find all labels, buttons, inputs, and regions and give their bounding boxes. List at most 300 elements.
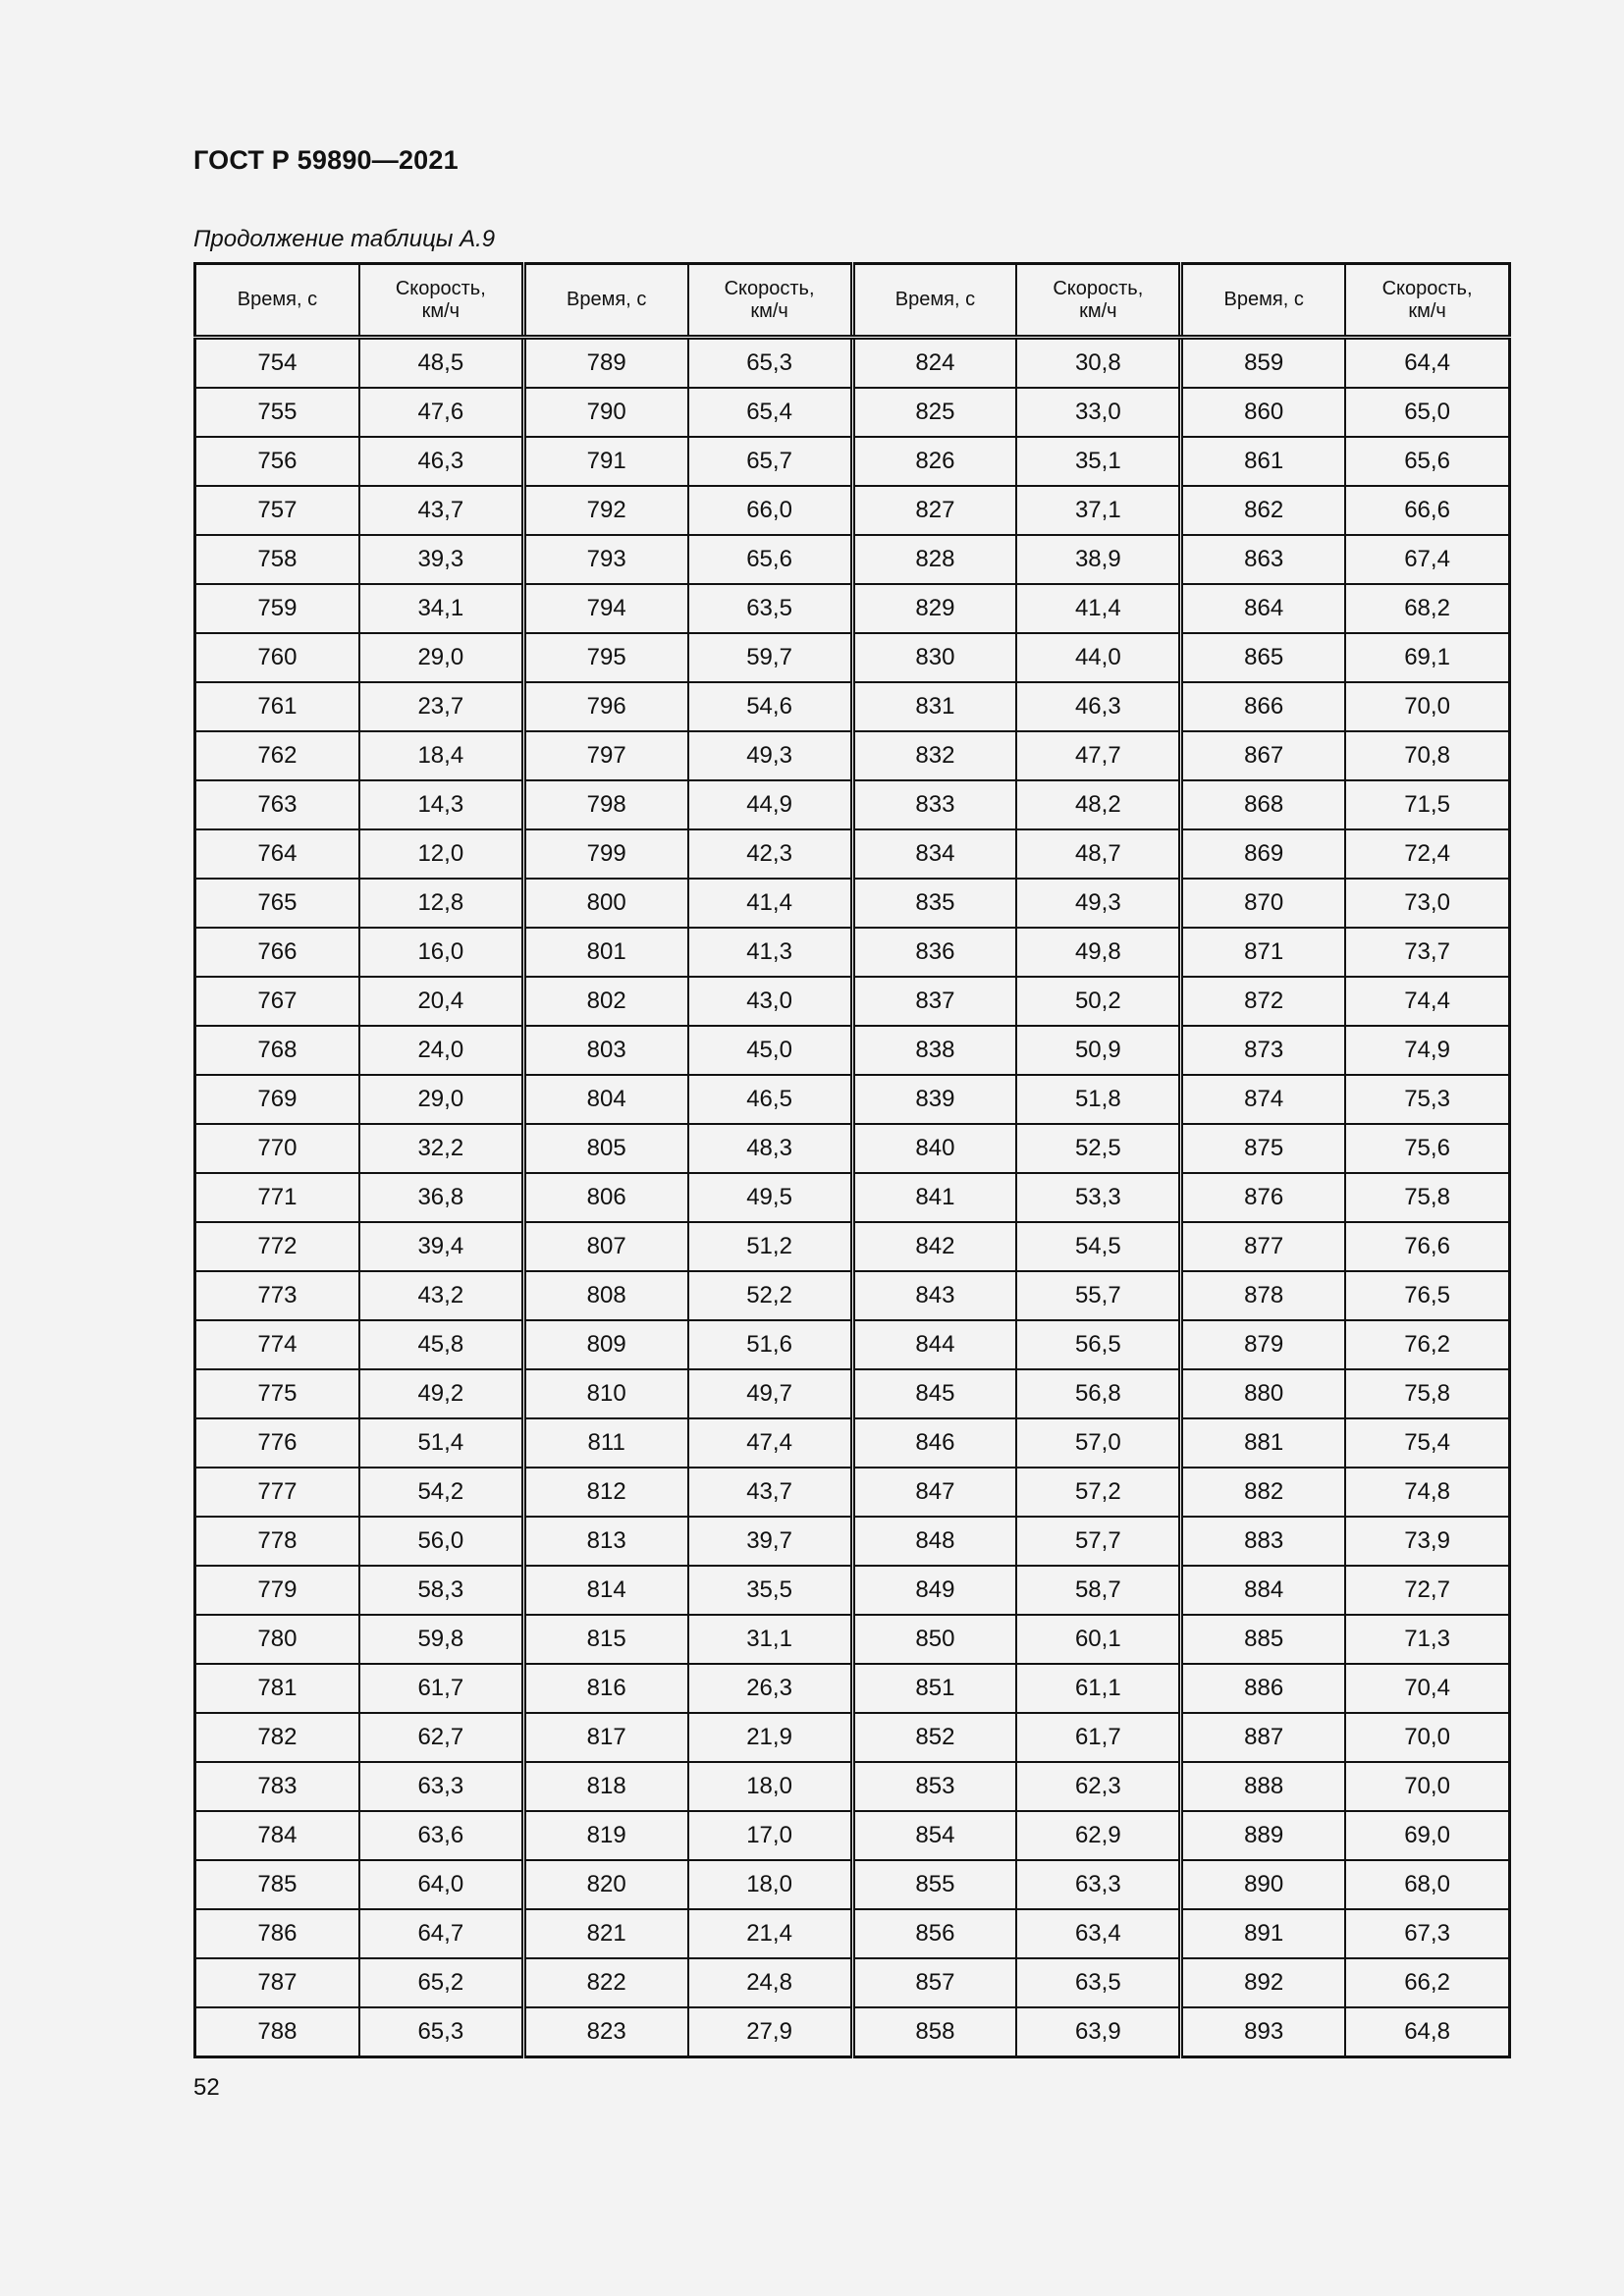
time-cell: 831 (852, 682, 1016, 731)
time-cell: 803 (523, 1026, 687, 1075)
speed-cell: 18,4 (359, 731, 523, 780)
speed-cell: 33,0 (1016, 388, 1180, 437)
time-cell: 811 (523, 1418, 687, 1468)
time-cell: 871 (1181, 928, 1345, 977)
speed-cell: 45,0 (688, 1026, 852, 1075)
time-cell: 778 (195, 1517, 359, 1566)
time-cell: 823 (523, 2007, 687, 2057)
speed-cell: 61,7 (1016, 1713, 1180, 1762)
speed-cell: 45,8 (359, 1320, 523, 1369)
speed-cell: 35,5 (688, 1566, 852, 1615)
table-row (195, 829, 1510, 879)
speed-cell: 63,5 (1016, 1958, 1180, 2007)
speed-cell: 56,5 (1016, 1320, 1180, 1369)
speed-cell: 58,7 (1016, 1566, 1180, 1615)
time-cell: 846 (852, 1418, 1016, 1468)
time-cell: 756 (195, 437, 359, 486)
time-cell: 842 (852, 1222, 1016, 1271)
table-row (195, 780, 1510, 829)
speed-cell: 39,7 (688, 1517, 852, 1566)
time-cell: 856 (852, 1909, 1016, 1958)
speed-cell: 48,5 (359, 338, 523, 389)
time-cell: 884 (1181, 1566, 1345, 1615)
column-header-speed: Скорость, км/ч (359, 264, 523, 338)
table-row (195, 1517, 1510, 1566)
speed-cell: 70,4 (1345, 1664, 1509, 1713)
table-row (195, 1369, 1510, 1418)
time-cell: 761 (195, 682, 359, 731)
speed-cell: 72,4 (1345, 829, 1509, 879)
table-row (195, 1615, 1510, 1664)
speed-cell: 43,7 (688, 1468, 852, 1517)
time-cell: 782 (195, 1713, 359, 1762)
time-cell: 832 (852, 731, 1016, 780)
speed-cell: 35,1 (1016, 437, 1180, 486)
speed-cell: 32,2 (359, 1124, 523, 1173)
time-cell: 836 (852, 928, 1016, 977)
speed-cell: 38,9 (1016, 535, 1180, 584)
table-row (195, 1811, 1510, 1860)
speed-cell: 75,8 (1345, 1369, 1509, 1418)
table-row (195, 1664, 1510, 1713)
table-row (195, 879, 1510, 928)
speed-cell: 64,4 (1345, 338, 1509, 389)
time-cell: 819 (523, 1811, 687, 1860)
speed-cell: 36,8 (359, 1173, 523, 1222)
time-cell: 784 (195, 1811, 359, 1860)
time-cell: 807 (523, 1222, 687, 1271)
speed-cell: 76,6 (1345, 1222, 1509, 1271)
table-row (195, 1173, 1510, 1222)
time-cell: 839 (852, 1075, 1016, 1124)
speed-cell: 71,5 (1345, 780, 1509, 829)
speed-cell: 12,8 (359, 879, 523, 928)
speed-cell: 70,0 (1345, 1762, 1509, 1811)
page-number: 52 (193, 2074, 220, 2101)
time-cell: 824 (852, 338, 1016, 389)
time-cell: 867 (1181, 731, 1345, 780)
time-cell: 833 (852, 780, 1016, 829)
table-header-row (195, 264, 1510, 338)
speed-cell: 29,0 (359, 633, 523, 682)
time-cell: 889 (1181, 1811, 1345, 1860)
speed-cell: 49,5 (688, 1173, 852, 1222)
time-cell: 883 (1181, 1517, 1345, 1566)
time-cell: 800 (523, 879, 687, 928)
speed-cell: 46,3 (1016, 682, 1180, 731)
time-cell: 890 (1181, 1860, 1345, 1909)
speed-cell: 57,7 (1016, 1517, 1180, 1566)
speed-cell: 47,4 (688, 1418, 852, 1468)
speed-cell: 41,4 (1016, 584, 1180, 633)
speed-cell: 63,3 (1016, 1860, 1180, 1909)
table-row (195, 1026, 1510, 1075)
time-cell: 841 (852, 1173, 1016, 1222)
time-cell: 764 (195, 829, 359, 879)
speed-cell: 53,3 (1016, 1173, 1180, 1222)
time-cell: 865 (1181, 633, 1345, 682)
time-cell: 875 (1181, 1124, 1345, 1173)
speed-cell: 44,9 (688, 780, 852, 829)
speed-cell: 68,2 (1345, 584, 1509, 633)
speed-cell: 76,2 (1345, 1320, 1509, 1369)
speed-cell: 21,4 (688, 1909, 852, 1958)
speed-cell: 50,2 (1016, 977, 1180, 1026)
time-cell: 847 (852, 1468, 1016, 1517)
speed-cell: 41,4 (688, 879, 852, 928)
table-row (195, 1713, 1510, 1762)
time-cell: 864 (1181, 584, 1345, 633)
time-cell: 777 (195, 1468, 359, 1517)
time-cell: 850 (852, 1615, 1016, 1664)
time-cell: 793 (523, 535, 687, 584)
time-cell: 848 (852, 1517, 1016, 1566)
table-row (195, 2007, 1510, 2057)
speed-cell: 64,7 (359, 1909, 523, 1958)
speed-cell: 65,4 (688, 388, 852, 437)
speed-cell: 44,0 (1016, 633, 1180, 682)
speed-cell: 69,0 (1345, 1811, 1509, 1860)
speed-cell: 66,6 (1345, 486, 1509, 535)
table-row (195, 1124, 1510, 1173)
time-cell: 887 (1181, 1713, 1345, 1762)
time-cell: 771 (195, 1173, 359, 1222)
speed-cell: 70,0 (1345, 1713, 1509, 1762)
time-cell: 791 (523, 437, 687, 486)
speed-cell: 18,0 (688, 1860, 852, 1909)
table-row (195, 731, 1510, 780)
time-cell: 760 (195, 633, 359, 682)
time-cell: 827 (852, 486, 1016, 535)
speed-cell: 59,8 (359, 1615, 523, 1664)
time-cell: 877 (1181, 1222, 1345, 1271)
speed-cell: 30,8 (1016, 338, 1180, 389)
time-cell: 795 (523, 633, 687, 682)
speed-cell: 24,8 (688, 1958, 852, 2007)
speed-cell: 66,2 (1345, 1958, 1509, 2007)
time-cell: 869 (1181, 829, 1345, 879)
time-cell: 808 (523, 1271, 687, 1320)
speed-cell: 52,5 (1016, 1124, 1180, 1173)
speed-cell: 70,8 (1345, 731, 1509, 780)
speed-cell: 43,7 (359, 486, 523, 535)
speed-cell: 14,3 (359, 780, 523, 829)
speed-cell: 54,5 (1016, 1222, 1180, 1271)
time-cell: 863 (1181, 535, 1345, 584)
speed-cell: 63,9 (1016, 2007, 1180, 2057)
time-cell: 762 (195, 731, 359, 780)
time-cell: 810 (523, 1369, 687, 1418)
table-caption: Продолжение таблицы А.9 (193, 226, 496, 252)
time-cell: 798 (523, 780, 687, 829)
speed-cell: 71,3 (1345, 1615, 1509, 1664)
speed-cell: 65,6 (1345, 437, 1509, 486)
time-cell: 802 (523, 977, 687, 1026)
time-cell: 870 (1181, 879, 1345, 928)
time-cell: 886 (1181, 1664, 1345, 1713)
speed-cell: 65,2 (359, 1958, 523, 2007)
speed-time-table (193, 262, 1511, 2058)
speed-cell: 47,7 (1016, 731, 1180, 780)
time-cell: 828 (852, 535, 1016, 584)
speed-cell: 54,2 (359, 1468, 523, 1517)
time-cell: 799 (523, 829, 687, 879)
speed-cell: 65,6 (688, 535, 852, 584)
speed-cell: 60,1 (1016, 1615, 1180, 1664)
time-cell: 888 (1181, 1762, 1345, 1811)
time-cell: 849 (852, 1566, 1016, 1615)
time-cell: 866 (1181, 682, 1345, 731)
time-cell: 817 (523, 1713, 687, 1762)
time-cell: 812 (523, 1468, 687, 1517)
speed-cell: 74,4 (1345, 977, 1509, 1026)
table-row (195, 1075, 1510, 1124)
speed-cell: 31,1 (688, 1615, 852, 1664)
time-cell: 763 (195, 780, 359, 829)
time-cell: 786 (195, 1909, 359, 1958)
speed-cell: 37,1 (1016, 486, 1180, 535)
speed-cell: 61,7 (359, 1664, 523, 1713)
speed-cell: 57,0 (1016, 1418, 1180, 1468)
time-cell: 804 (523, 1075, 687, 1124)
time-cell: 844 (852, 1320, 1016, 1369)
speed-cell: 74,8 (1345, 1468, 1509, 1517)
speed-cell: 64,0 (359, 1860, 523, 1909)
time-cell: 805 (523, 1124, 687, 1173)
speed-cell: 48,7 (1016, 829, 1180, 879)
speed-cell: 27,9 (688, 2007, 852, 2057)
time-cell: 859 (1181, 338, 1345, 389)
time-cell: 754 (195, 338, 359, 389)
speed-cell: 75,6 (1345, 1124, 1509, 1173)
table-row (195, 977, 1510, 1026)
time-cell: 755 (195, 388, 359, 437)
speed-cell: 70,0 (1345, 682, 1509, 731)
time-cell: 783 (195, 1762, 359, 1811)
time-cell: 837 (852, 977, 1016, 1026)
speed-cell: 58,3 (359, 1566, 523, 1615)
table-row (195, 1320, 1510, 1369)
speed-cell: 76,5 (1345, 1271, 1509, 1320)
time-cell: 830 (852, 633, 1016, 682)
speed-cell: 26,3 (688, 1664, 852, 1713)
speed-cell: 55,7 (1016, 1271, 1180, 1320)
time-cell: 868 (1181, 780, 1345, 829)
table-body (195, 338, 1510, 2057)
time-cell: 769 (195, 1075, 359, 1124)
speed-cell: 73,9 (1345, 1517, 1509, 1566)
time-cell: 790 (523, 388, 687, 437)
time-cell: 873 (1181, 1026, 1345, 1075)
speed-cell: 46,3 (359, 437, 523, 486)
speed-cell: 63,3 (359, 1762, 523, 1811)
column-header-speed: Скорость, км/ч (688, 264, 852, 338)
speed-cell: 23,7 (359, 682, 523, 731)
speed-cell: 41,3 (688, 928, 852, 977)
time-cell: 879 (1181, 1320, 1345, 1369)
time-cell: 821 (523, 1909, 687, 1958)
time-cell: 757 (195, 486, 359, 535)
time-cell: 872 (1181, 977, 1345, 1026)
time-cell: 880 (1181, 1369, 1345, 1418)
time-cell: 862 (1181, 486, 1345, 535)
time-cell: 774 (195, 1320, 359, 1369)
time-cell: 773 (195, 1271, 359, 1320)
column-header-speed: Скорость, км/ч (1345, 264, 1509, 338)
speed-cell: 47,6 (359, 388, 523, 437)
time-cell: 815 (523, 1615, 687, 1664)
speed-cell: 74,9 (1345, 1026, 1509, 1075)
time-cell: 779 (195, 1566, 359, 1615)
time-cell: 766 (195, 928, 359, 977)
speed-cell: 68,0 (1345, 1860, 1509, 1909)
time-cell: 834 (852, 829, 1016, 879)
column-header-time: Время, с (852, 264, 1016, 338)
column-header-time: Время, с (195, 264, 359, 338)
time-cell: 787 (195, 1958, 359, 2007)
speed-cell: 24,0 (359, 1026, 523, 1075)
time-cell: 816 (523, 1664, 687, 1713)
speed-cell: 57,2 (1016, 1468, 1180, 1517)
speed-cell: 52,2 (688, 1271, 852, 1320)
time-cell: 785 (195, 1860, 359, 1909)
speed-cell: 67,3 (1345, 1909, 1509, 1958)
speed-cell: 62,9 (1016, 1811, 1180, 1860)
time-cell: 893 (1181, 2007, 1345, 2057)
time-cell: 852 (852, 1713, 1016, 1762)
time-cell: 857 (852, 1958, 1016, 2007)
speed-cell: 18,0 (688, 1762, 852, 1811)
time-cell: 758 (195, 535, 359, 584)
time-cell: 882 (1181, 1468, 1345, 1517)
time-cell: 891 (1181, 1909, 1345, 1958)
time-cell: 855 (852, 1860, 1016, 1909)
speed-cell: 62,3 (1016, 1762, 1180, 1811)
time-cell: 892 (1181, 1958, 1345, 2007)
table-row (195, 1271, 1510, 1320)
table-row (195, 535, 1510, 584)
time-cell: 861 (1181, 437, 1345, 486)
time-cell: 781 (195, 1664, 359, 1713)
speed-cell: 43,0 (688, 977, 852, 1026)
speed-cell: 48,3 (688, 1124, 852, 1173)
speed-cell: 54,6 (688, 682, 852, 731)
speed-cell: 56,0 (359, 1517, 523, 1566)
speed-cell: 56,8 (1016, 1369, 1180, 1418)
table-row (195, 1762, 1510, 1811)
speed-cell: 49,7 (688, 1369, 852, 1418)
speed-cell: 17,0 (688, 1811, 852, 1860)
speed-cell: 65,0 (1345, 388, 1509, 437)
time-cell: 759 (195, 584, 359, 633)
time-cell: 775 (195, 1369, 359, 1418)
time-cell: 794 (523, 584, 687, 633)
speed-cell: 65,3 (359, 2007, 523, 2057)
speed-cell: 69,1 (1345, 633, 1509, 682)
speed-cell: 63,5 (688, 584, 852, 633)
time-cell: 792 (523, 486, 687, 535)
speed-cell: 46,5 (688, 1075, 852, 1124)
speed-cell: 48,2 (1016, 780, 1180, 829)
speed-cell: 49,8 (1016, 928, 1180, 977)
time-cell: 797 (523, 731, 687, 780)
table-row (195, 486, 1510, 535)
time-cell: 776 (195, 1418, 359, 1468)
table-row (195, 338, 1510, 389)
table-row (195, 1222, 1510, 1271)
speed-cell: 75,3 (1345, 1075, 1509, 1124)
speed-cell: 65,7 (688, 437, 852, 486)
speed-cell: 39,4 (359, 1222, 523, 1271)
speed-cell: 34,1 (359, 584, 523, 633)
speed-cell: 66,0 (688, 486, 852, 535)
time-cell: 825 (852, 388, 1016, 437)
table-row (195, 584, 1510, 633)
time-cell: 843 (852, 1271, 1016, 1320)
time-cell: 772 (195, 1222, 359, 1271)
time-cell: 801 (523, 928, 687, 977)
time-cell: 788 (195, 2007, 359, 2057)
table-row (195, 1468, 1510, 1517)
time-cell: 770 (195, 1124, 359, 1173)
time-cell: 826 (852, 437, 1016, 486)
table-row (195, 388, 1510, 437)
time-cell: 818 (523, 1762, 687, 1811)
time-cell: 854 (852, 1811, 1016, 1860)
speed-cell: 72,7 (1345, 1566, 1509, 1615)
time-cell: 809 (523, 1320, 687, 1369)
time-cell: 820 (523, 1860, 687, 1909)
speed-cell: 43,2 (359, 1271, 523, 1320)
speed-cell: 62,7 (359, 1713, 523, 1762)
table-row (195, 437, 1510, 486)
speed-cell: 29,0 (359, 1075, 523, 1124)
time-cell: 851 (852, 1664, 1016, 1713)
time-cell: 835 (852, 879, 1016, 928)
time-cell: 814 (523, 1566, 687, 1615)
speed-cell: 51,6 (688, 1320, 852, 1369)
speed-cell: 49,3 (1016, 879, 1180, 928)
time-cell: 822 (523, 1958, 687, 2007)
speed-cell: 50,9 (1016, 1026, 1180, 1075)
table-row (195, 682, 1510, 731)
time-cell: 858 (852, 2007, 1016, 2057)
speed-cell: 65,3 (688, 338, 852, 389)
time-cell: 885 (1181, 1615, 1345, 1664)
table-row (195, 633, 1510, 682)
time-cell: 874 (1181, 1075, 1345, 1124)
speed-cell: 16,0 (359, 928, 523, 977)
table-row (195, 1909, 1510, 1958)
speed-cell: 39,3 (359, 535, 523, 584)
speed-cell: 73,0 (1345, 879, 1509, 928)
time-cell: 878 (1181, 1271, 1345, 1320)
time-cell: 829 (852, 584, 1016, 633)
speed-cell: 21,9 (688, 1713, 852, 1762)
table-row (195, 928, 1510, 977)
speed-cell: 51,8 (1016, 1075, 1180, 1124)
speed-cell: 61,1 (1016, 1664, 1180, 1713)
time-cell: 845 (852, 1369, 1016, 1418)
speed-cell: 51,2 (688, 1222, 852, 1271)
table-row (195, 1860, 1510, 1909)
time-cell: 767 (195, 977, 359, 1026)
table-row (195, 1958, 1510, 2007)
speed-cell: 63,6 (359, 1811, 523, 1860)
speed-cell: 73,7 (1345, 928, 1509, 977)
table-row (195, 1418, 1510, 1468)
speed-cell: 64,8 (1345, 2007, 1509, 2057)
